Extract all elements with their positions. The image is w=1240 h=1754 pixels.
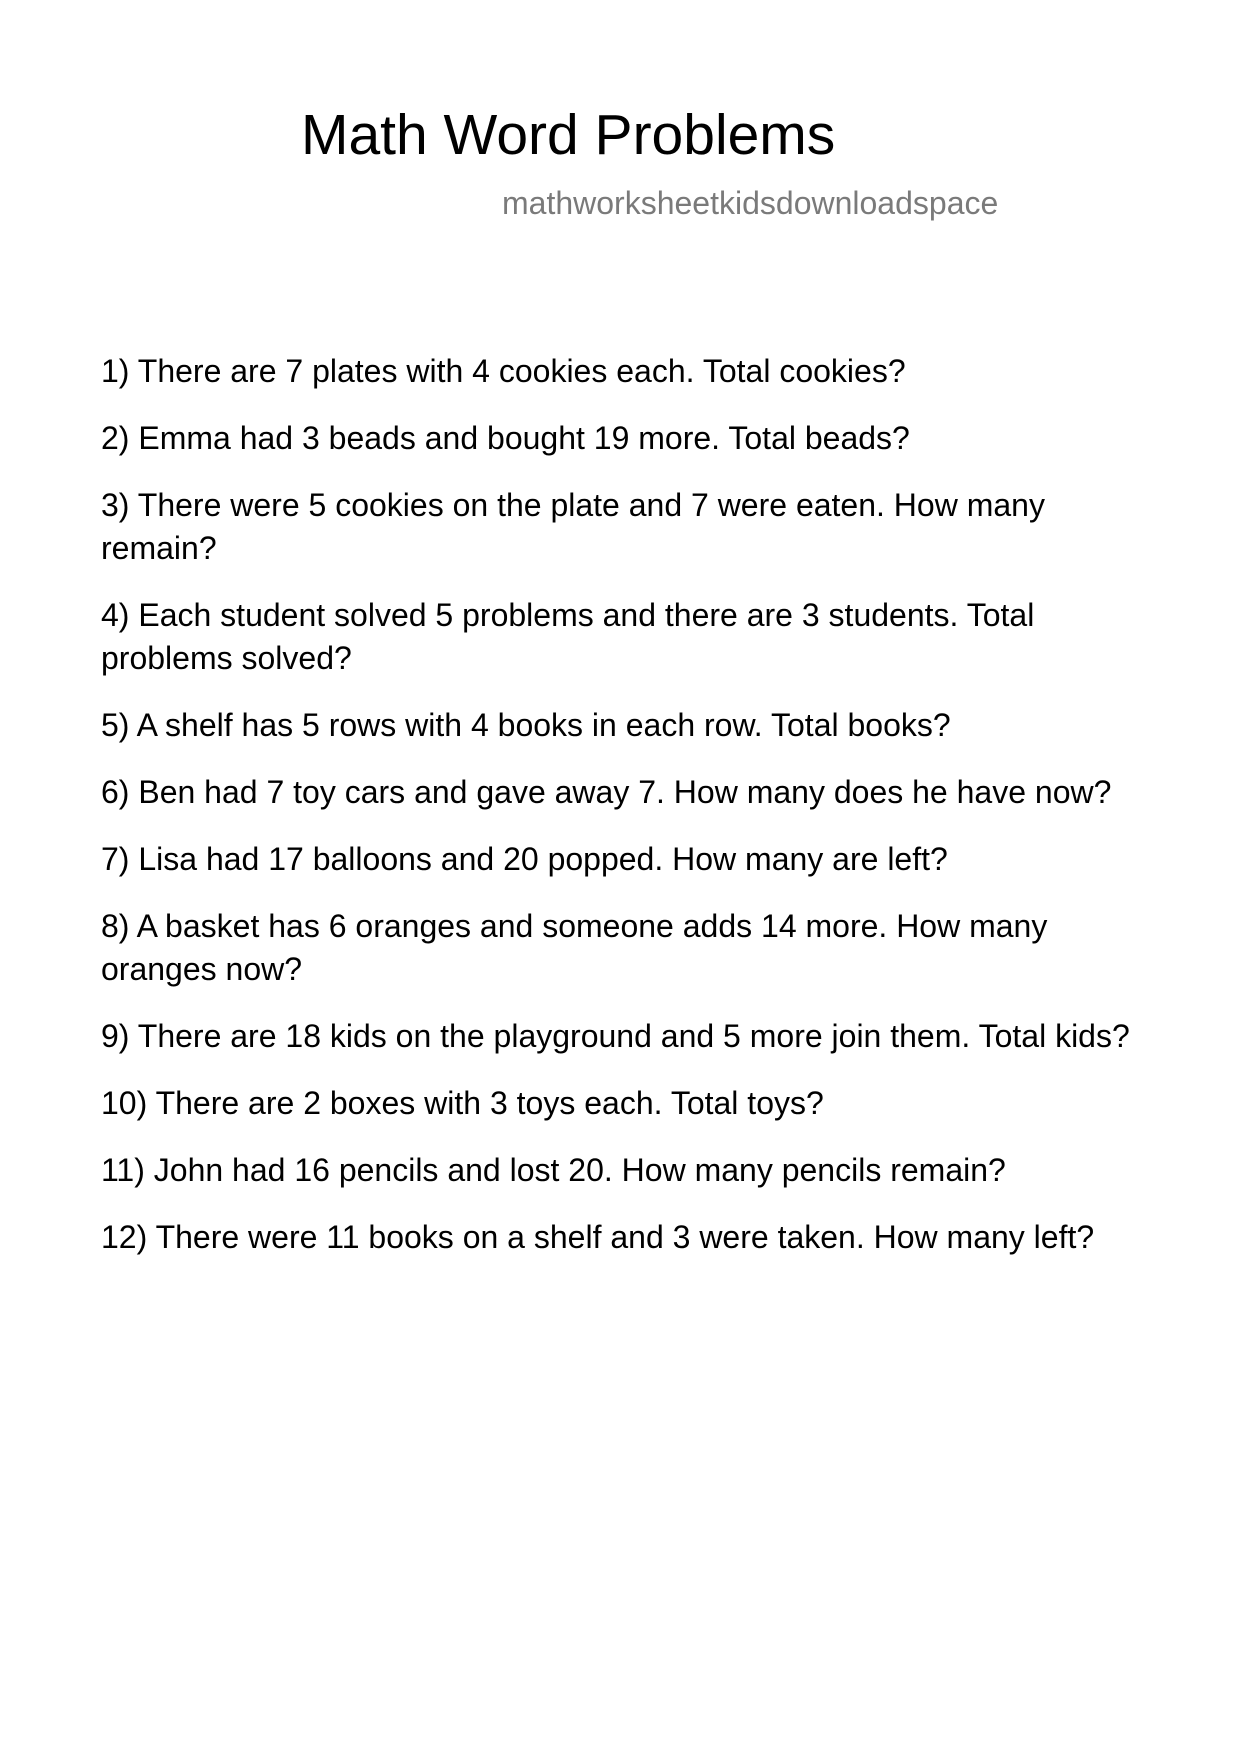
problem-list [101, 350, 1151, 1283]
problem-item: 11) John had 16 pencils and lost 20. How many pencils remain? [101, 1152, 1006, 1188]
problem-item: 9) There are 18 kids on the playground and 5 more join them. Total kids? [101, 1018, 1130, 1054]
problem-item: 4) Each student solved 5 problems and there are 3 students. Total problems solved? [101, 597, 1035, 676]
problem-item: 12) There were 11 books on a shelf and 3 were taken. How many left? [101, 1219, 1095, 1255]
problem-item: 6) Ben had 7 toy cars and gave away 7. How many does he have now? [101, 774, 1112, 810]
problem-item: 10) There are 2 boxes with 3 toys each. Total toys? [101, 1085, 824, 1121]
source-subtitle: mathworksheetkidsdownloadspace [502, 185, 999, 221]
problem-item: 8) A basket has 6 oranges and someone adds 14 more. How many oranges now? [101, 908, 1048, 987]
problem-item: 5) A shelf has 5 rows with 4 books in each row. Total books? [101, 707, 951, 743]
page-title: Math Word Problems [301, 103, 836, 167]
problem-item: 7) Lisa had 17 balloons and 20 popped. How many are left? [101, 841, 948, 877]
problem-item: 3) There were 5 cookies on the plate and 7 were eaten. How many remain? [101, 487, 1045, 566]
problem-item: 2) Emma had 3 beads and bought 19 more. Total beads? [101, 420, 910, 456]
problem-item: 1) There are 7 plates with 4 cookies each. Total cookies? [101, 353, 906, 389]
